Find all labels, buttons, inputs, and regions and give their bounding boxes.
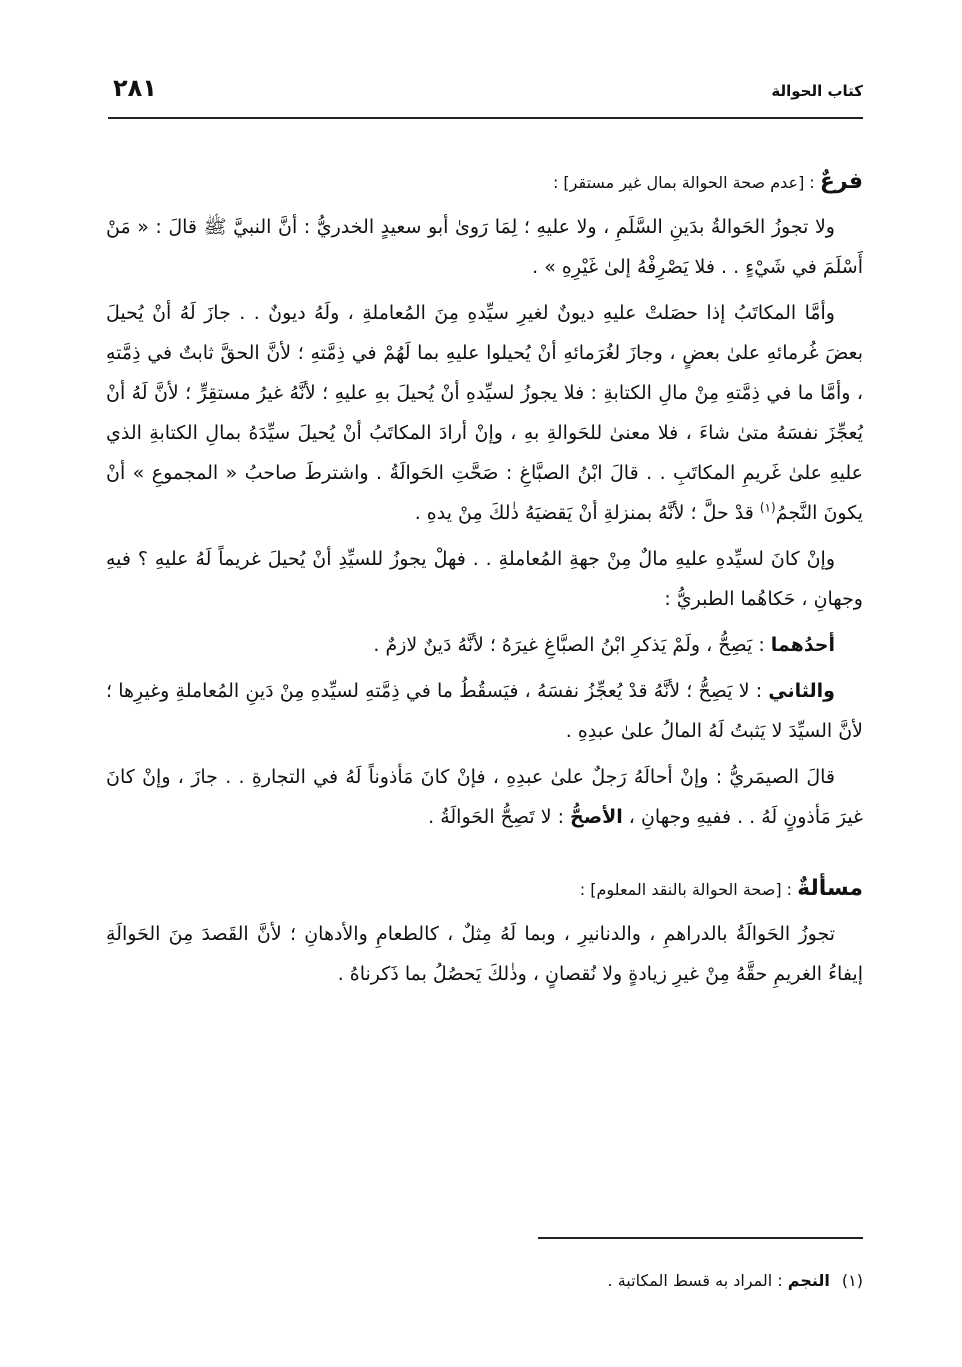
running-head: كتاب الحوالة bbox=[771, 82, 863, 100]
section-heading-far bbox=[106, 162, 863, 203]
footnote-text: : المراد به قسط المكاتبة . bbox=[607, 1271, 788, 1290]
paragraph bbox=[106, 625, 863, 665]
opinion-label: أحدُهما bbox=[770, 634, 835, 656]
footnote-number: (١) bbox=[841, 1271, 863, 1290]
paragraph: وإنْ كانَ لسيِّدهِ عليهِ مالٌ مِنْ جهةِ المُعاملةِ . . فهلْ يجوزُ للسيِّدِ أنْ يُحيلَ غريماً لَهُ عليهِ ؟ فيهِ وجهانِ ، حَكاهُما الطبريُّ : bbox=[106, 548, 863, 610]
opinion-label: الأصحُّ bbox=[570, 806, 623, 828]
opinion-label: والثاني bbox=[768, 680, 835, 702]
footnote-rule bbox=[538, 1237, 863, 1239]
paragraph-text: وأمَّا المكاتَبُ إذا حصَلتْ عليهِ ديونٌ لغيرِ سيِّدهِ مِنَ المُعاملةِ ، ولَهُ ديونٌ . . جازَ لَهُ أنْ يُحيلَ بعضَ غُرمائهِ علىٰ بعضٍ ، وجازَ لغُرَمائهِ أنْ يُحيلوا عليهِ بما لَهُمْ في ذِمَّتهِ ؛ لأنَّ الحقَّ ثابتٌ في ذِمَّتهِ ، وأمَّا ما في ذِمَّتهِ مِنْ مالِ الكتابةِ : فلا يجوزُ لسيِّدهِ أنْ يُحيلَ بهِ عليهِ ؛ لأنَّهُ غيرُ مستقِرٍّ ؛ لأنَّ لَهُ أنْ يُعجِّزَ نفسَهُ متىٰ شاءَ ، فلا معنىٰ للحَوالةِ بهِ ، وإنْ أرادَ المكاتَبُ أنْ يُحيلَ سيِّدَهُ بمالِ الكتابةِ الذي عليهِ علىٰ غَريمِ المكاتَبِ . . قالَ ابْنُ الصبَّاغِ : صَحَّتِ الحَوالَةُ . واشترطَ صاحبُ « المجموعِ » أنْ يكونَ النَّجمُ bbox=[106, 302, 863, 524]
page-header bbox=[108, 70, 863, 110]
section-heading-masala bbox=[106, 869, 863, 910]
paragraph: ولا تجوزُ الحَوالةُ بدَينِ السَّلَمِ ، ولا عليهِ ؛ لِمَا رَوىٰ أبو سعيدٍ الخدريُّ : أنَّ النبيَّ ﷺ قالَ : « مَنْ أَسْلَمَ في شَيْءٍ . . فلا يَصْرِفْهُ إلىٰ غَيْرِهِ » . bbox=[106, 216, 863, 278]
paragraph-text: : لا يَصِحُّ ؛ لأنَّهُ قدْ يُعجِّزُ نفسَهُ ، فيَسقُطُ ما في ذِمَّتهِ لسيِّدهِ مِنْ دَينِ المُعاملةِ وغيرِها ؛ لأنَّ السيِّدَ لا يَثبتُ لَهُ المالُ علىٰ عبدِهِ . bbox=[106, 680, 863, 742]
footnotes bbox=[106, 1268, 863, 1294]
main-text bbox=[106, 162, 863, 1000]
paragraph bbox=[106, 757, 863, 837]
paragraph: تجوزُ الحَوالَةُ بالدراهمِ ، والدنانيرِ ، وبما لَهُ مِثلٌ ، كالطعامِ والأدهانِ ؛ لأنَّ القَصدَ مِنَ الحَوالَةِ إيفاءُ الغريمِ حقَّهُ مِنْ غيرِ زيادةٍ ولا نُقصانٍ ، وذٰلكَ يَحصُلُ بما ذَكرناهُ . bbox=[106, 923, 863, 985]
paragraph-text: قالَ الصيمَريُّ : وإنْ أحالَهُ رَجلٌ علىٰ عبدِهِ ، فإنْ كانَ مَأذوناً لَهُ في التجارةِ . . جازَ ، وإنْ كانَ غيرَ مَأذونٍ لَهُ . . ففيهِ وجهانِ ، bbox=[106, 766, 863, 828]
footnote-term: النجم bbox=[787, 1271, 830, 1290]
paragraph bbox=[106, 293, 863, 533]
section-label: فرعٌ bbox=[819, 169, 863, 194]
paragraph-text: : يَصِحُّ ، ولَمْ يَذكرِ ابْنُ الصبَّاغِ غيرَهُ ؛ لأنَّهُ دَينٌ لازمٌ . bbox=[373, 634, 771, 656]
paragraph bbox=[106, 671, 863, 751]
footnote bbox=[106, 1268, 863, 1294]
section-title: : [صحة الحوالة بالنقد المعلوم] : bbox=[579, 880, 798, 899]
section-spacer bbox=[106, 843, 863, 869]
page-number: ٢٨١ bbox=[113, 74, 157, 102]
header-rule bbox=[108, 117, 863, 119]
section-label: مسألةٌ bbox=[797, 876, 863, 901]
section-title: : [عدم صحة الحوالة بمال غير مستقر] : bbox=[552, 173, 820, 192]
footnote-reference: (١) bbox=[759, 500, 776, 515]
paragraph-text: قدْ حلَّ ؛ لأنَّهُ بمنزلةِ أنْ يَقضيَهُ ذٰلكَ مِنْ يدهِ . bbox=[414, 502, 760, 524]
paragraph-text: : لا تَصِحُّ الحَوالَةُ . bbox=[428, 806, 571, 828]
